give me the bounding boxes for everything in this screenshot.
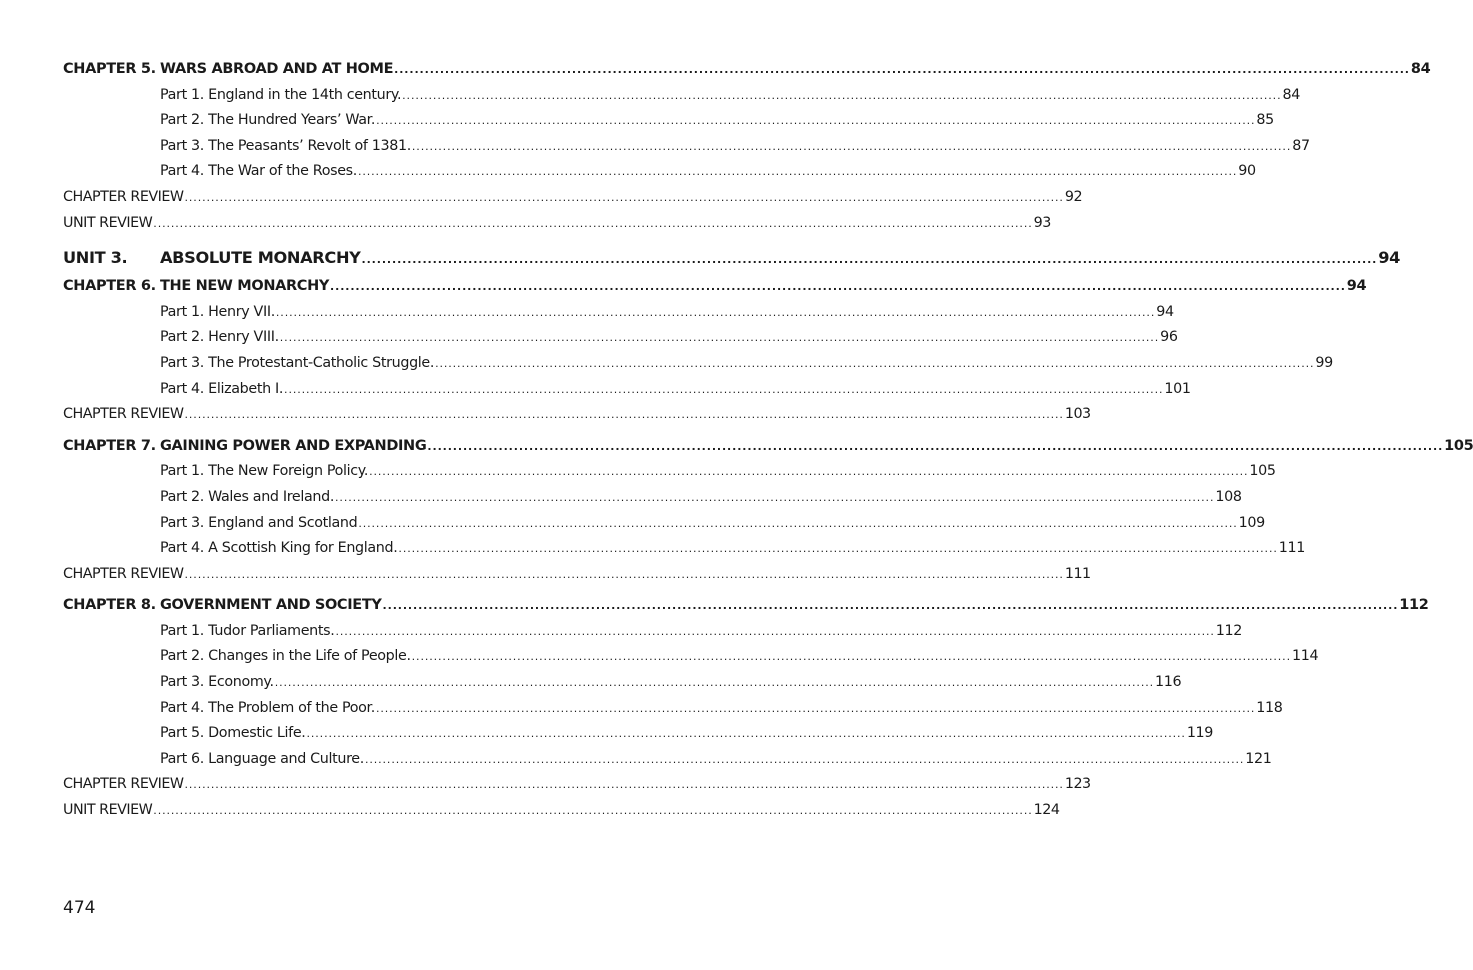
toc-entry-part[interactable] [63, 485, 1242, 511]
dot-leader: ........................................................................................................................................................................................................ [284, 382, 1164, 396]
toc-entry-chapter[interactable] [63, 434, 1473, 460]
dot-leader: ........................................................................................................................................................................................................ [398, 542, 1278, 556]
dot-leader: ........................................................................................................................................................................................................ [427, 439, 1444, 453]
toc-entry-title: CHAPTER REVIEW [63, 406, 184, 423]
dot-leader: ........................................................................................................................................................................................................ [279, 331, 1160, 345]
dot-leader: ........................................................................................................................................................................................................ [358, 516, 1238, 530]
toc-entry-title: WARS ABROAD AND AT HOME [160, 61, 394, 77]
toc-entry-number: CHAPTER 8. [63, 597, 156, 614]
table-of-contents [63, 57, 1473, 824]
toc-entry-title: Part 2. Henry VIII. [160, 329, 279, 346]
toc-entry-page: 85 [1256, 112, 1274, 129]
toc-entry-page: 111 [1064, 565, 1091, 582]
dot-leader: ........................................................................................................................................................................................................ [153, 216, 1033, 230]
toc-entry-title: ABSOLUTE MONARCHY [160, 248, 361, 268]
dot-leader: ........................................................................................................................................................................................................ [394, 63, 1410, 76]
toc-entry-part[interactable] [63, 159, 1256, 185]
toc-entry-chapter[interactable] [63, 274, 1367, 300]
toc-entry-page: 105 [1444, 437, 1473, 454]
toc-entry-part[interactable] [63, 351, 1333, 377]
dot-leader: ........................................................................................................................................................................................................ [184, 567, 1064, 581]
toc-entry-title: Part 4. The Problem of the Poor. [160, 699, 375, 716]
toc-entry-part[interactable] [63, 747, 1272, 773]
toc-entry-part[interactable] [63, 108, 1274, 134]
toc-entry-part[interactable] [63, 721, 1214, 747]
toc-entry-part[interactable] [63, 300, 1174, 326]
dot-leader: ........................................................................................................................................................................................................ [330, 280, 1346, 294]
toc-entry-title: Part 1. Tudor Parliaments. [160, 622, 335, 639]
toc-entry-page: 119 [1186, 725, 1214, 742]
toc-entry-page: 114 [1291, 648, 1319, 665]
toc-entry-plain[interactable] [63, 402, 1091, 428]
dot-leader: ........................................................................................................................................................................................................ [275, 305, 1156, 319]
dot-leader: ........................................................................................................................................................................................................ [364, 752, 1245, 766]
toc-entry-part[interactable] [63, 644, 1319, 670]
dot-leader: ........................................................................................................................................................................................................ [369, 465, 1249, 479]
toc-entry-chapter[interactable] [63, 593, 1429, 619]
toc-entry-part[interactable] [63, 536, 1305, 562]
toc-entry-page: 84 [1282, 86, 1300, 103]
toc-entry-page: 121 [1245, 750, 1272, 767]
toc-entry-page: 96 [1160, 329, 1178, 346]
toc-entry-title: Part 4. The War of the Roses. [160, 163, 357, 180]
toc-entry-page: 116 [1155, 674, 1182, 691]
toc-entry-title: Part 2. Changes in the Life of People. [160, 648, 411, 665]
toc-entry-title: Part 4. A Scottish King for England. [160, 540, 398, 557]
toc-entry-title: CHAPTER REVIEW [63, 188, 184, 205]
toc-entry-title: Part 5. Domestic Life. [160, 725, 306, 742]
toc-entry-title: Part 3. England and Scotland [160, 514, 358, 531]
toc-entry-page: 94 [1156, 303, 1174, 320]
toc-entry-title: THE NEW MONARCHY [160, 278, 330, 295]
toc-entry-part[interactable] [63, 459, 1276, 485]
dot-leader: ........................................................................................................................................................................................................ [376, 114, 1256, 128]
toc-entry-title: Part 1. The New Foreign Policy. [160, 463, 369, 480]
toc-entry-title: UNIT REVIEW [63, 802, 153, 819]
toc-entry-number: UNIT 3. [63, 248, 128, 268]
toc-entry-title: Part 4. Elizabeth I. [160, 380, 284, 397]
toc-entry-plain[interactable] [63, 185, 1083, 211]
dot-leader: ........................................................................................................................................................................................................ [274, 676, 1155, 690]
toc-entry-page: 84 [1410, 61, 1431, 77]
toc-entry-title: Part 3. The Protestant-Catholic Struggle. [160, 354, 435, 371]
dot-leader: ........................................................................................................................................................................................................ [375, 701, 1256, 715]
toc-entry-number: CHAPTER 6. [63, 278, 156, 295]
toc-entry-part[interactable] [63, 511, 1265, 537]
toc-entry-title: Part 1. England in the 14th century. [160, 86, 402, 103]
dot-leader: ........................................................................................................................................................................................................ [184, 190, 1064, 204]
toc-entry-part[interactable] [63, 325, 1178, 351]
toc-entry-title: Part 2. Wales and Ireland. [160, 488, 335, 505]
toc-entry-page: 103 [1064, 406, 1091, 423]
toc-entry-page: 123 [1064, 776, 1091, 793]
page-number: 474 [63, 898, 96, 918]
toc-entry-page: 93 [1033, 214, 1051, 231]
toc-entry-part[interactable] [63, 377, 1191, 403]
toc-entry-plain[interactable] [63, 562, 1091, 588]
dot-leader: ........................................................................................................................................................................................................ [382, 599, 1399, 613]
dot-leader: ........................................................................................................................................................................................................ [184, 408, 1064, 422]
toc-entry-title: UNIT REVIEW [63, 214, 153, 231]
toc-entry-title: CHAPTER REVIEW [63, 776, 184, 793]
toc-entry-part[interactable] [63, 134, 1310, 160]
toc-entry-page: 99 [1315, 354, 1333, 371]
toc-entry-page: 101 [1164, 380, 1191, 397]
toc-entry-number: CHAPTER 7. [63, 437, 156, 454]
toc-entry-title: Part 3. Economy. [160, 674, 274, 691]
toc-entry-part[interactable] [63, 696, 1283, 722]
dot-leader: ........................................................................................................................................................................................................ [435, 356, 1315, 370]
toc-entry-page: 109 [1238, 514, 1265, 531]
toc-entry-plain[interactable] [63, 772, 1091, 798]
toc-entry-page: 112 [1399, 597, 1429, 614]
toc-entry-number: CHAPTER 5. [63, 61, 156, 77]
dot-leader: ........................................................................................................................................................................................................ [411, 139, 1292, 153]
dot-leader: ........................................................................................................................................................................................................ [335, 490, 1215, 504]
dot-leader: ........................................................................................................................................................................................................ [402, 88, 1282, 102]
toc-entry-page: 105 [1249, 463, 1276, 480]
toc-entry-page: 94 [1346, 278, 1367, 295]
dot-leader: ........................................................................................................................................................................................................ [153, 804, 1033, 818]
toc-entry-page: 112 [1215, 622, 1243, 639]
toc-entry-part[interactable] [63, 83, 1300, 109]
toc-entry-page: 124 [1033, 802, 1060, 819]
toc-entry-title: Part 2. The Hundred Years’ War. [160, 112, 376, 129]
dot-leader: ........................................................................................................................................................................................................ [361, 253, 1378, 267]
toc-entry-part[interactable] [63, 619, 1243, 645]
toc-entry-page: 92 [1064, 188, 1083, 205]
dot-leader: ........................................................................................................................................................................................................ [306, 727, 1186, 741]
toc-entry-page: 87 [1292, 137, 1310, 154]
dot-leader: ........................................................................................................................................................................................................ [357, 165, 1238, 179]
dot-leader: ........................................................................................................................................................................................................ [411, 650, 1291, 664]
toc-entry-part[interactable] [63, 670, 1182, 696]
toc-entry-title: GOVERNMENT AND SOCIETY [160, 597, 382, 614]
toc-entry-page: 111 [1278, 540, 1305, 557]
toc-entry-plain[interactable] [63, 211, 1051, 237]
toc-entry-page: 94 [1378, 248, 1401, 268]
toc-entry-title: Part 3. The Peasants’ Revolt of 1381. [160, 137, 411, 154]
dot-leader: ........................................................................................................................................................................................................ [335, 624, 1215, 638]
toc-entry-page: 118 [1256, 699, 1283, 716]
toc-entry-page: 108 [1215, 488, 1242, 505]
toc-entry-unit[interactable] [63, 242, 1401, 274]
toc-entry-chapter[interactable] [63, 57, 1431, 83]
toc-entry-title: GAINING POWER AND EXPANDING [160, 437, 427, 454]
dot-leader: ........................................................................................................................................................................................................ [184, 778, 1064, 792]
toc-entry-plain[interactable] [63, 798, 1060, 824]
toc-entry-title: Part 1. Henry VII. [160, 303, 275, 320]
toc-entry-title: Part 6. Language and Culture. [160, 750, 364, 767]
toc-entry-title: CHAPTER REVIEW [63, 565, 184, 582]
toc-entry-page: 90 [1238, 163, 1256, 180]
